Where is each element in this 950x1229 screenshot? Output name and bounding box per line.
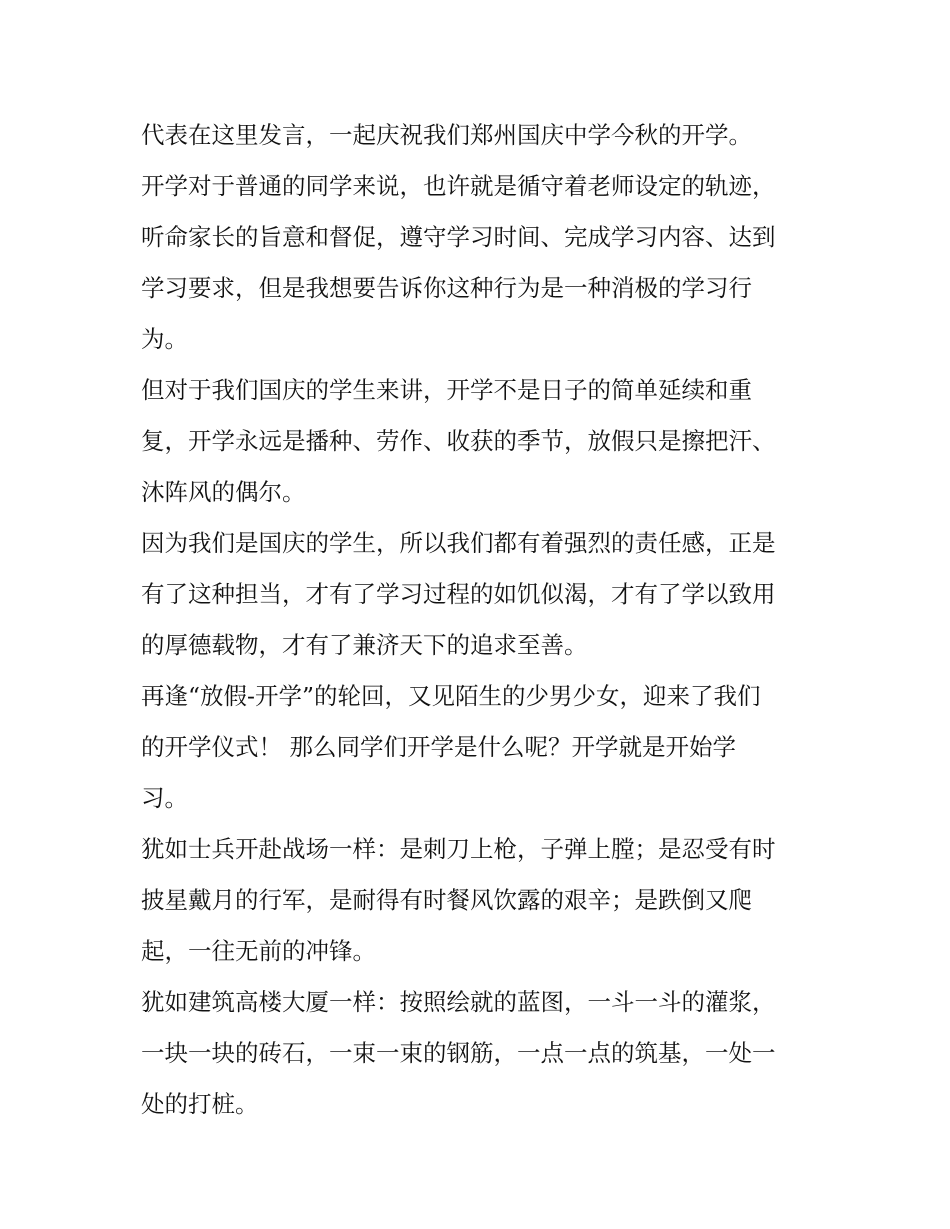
text-line: 开学对于普通的同学来说，也许就是循守着老师设定的轨迹， bbox=[141, 172, 776, 200]
text-line: 的开学仪式！ 那么同学们开学是什么呢？开学就是开始学 bbox=[141, 733, 736, 761]
text-line: 但对于我们国庆的学生来讲，开学不是日子的简单延续和重 bbox=[141, 376, 752, 404]
text-line: 代表在这里发言，一起庆祝我们郑州国庆中学今秋的开学。 bbox=[141, 121, 752, 149]
text-line: 犹如士兵开赴战场一样：是刺刀上枪，子弹上膛；是忍受有时 bbox=[141, 835, 776, 863]
text-line: 的厚德载物，才有了兼济天下的追求至善。 bbox=[141, 631, 588, 659]
text-line: 习。 bbox=[141, 784, 188, 812]
text-line: 复，开学永远是播种、劳作、收获的季节，放假只是擦把汗、 bbox=[141, 427, 776, 455]
document-body bbox=[141, 110, 821, 1130]
text-line: 沐阵风的偶尔。 bbox=[141, 478, 306, 506]
text-line: 一块一块的砖石，一束一束的钢筋，一点一点的筑基，一处一 bbox=[141, 1039, 776, 1067]
text-line: 披星戴月的行军，是耐得有时餐风饮露的艰辛；是跌倒又爬 bbox=[141, 886, 752, 914]
text-line: 犹如建筑高楼大厦一样：按照绘就的蓝图，一斗一斗的灌浆， bbox=[141, 988, 776, 1016]
text-line: 听命家长的旨意和督促，遵守学习时间、完成学习内容、达到 bbox=[141, 223, 776, 251]
text-line: 为。 bbox=[141, 325, 188, 353]
text-line: 处的打桩。 bbox=[141, 1090, 259, 1118]
text-line: 有了这种担当，才有了学习过程的如饥似渴，才有了学以致用 bbox=[141, 580, 776, 608]
text-line: 因为我们是国庆的学生，所以我们都有着强烈的责任感，正是 bbox=[141, 529, 776, 557]
text-line: 学习要求，但是我想要告诉你这种行为是一种消极的学习行 bbox=[141, 274, 752, 302]
text-line: 起，一往无前的冲锋。 bbox=[141, 937, 376, 965]
text-line: 再逢“放假-开学”的轮回，又见陌生的少男少女，迎来了我们 bbox=[141, 682, 761, 710]
